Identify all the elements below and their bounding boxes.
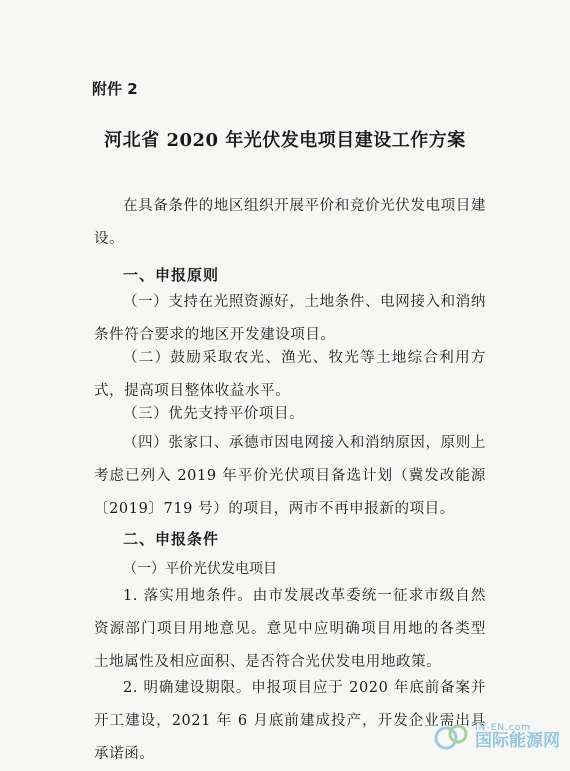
watermark bbox=[433, 722, 560, 752]
subsection-heading-parity: （一）平价光伏发电项目 bbox=[123, 561, 277, 577]
section-heading-conditions: 二、申报条件 bbox=[123, 530, 220, 548]
principle-item-1: （一）支持在光照资源好，土地条件、电网接入和消纳条件符合要求的地区开发建设项目。 bbox=[94, 294, 486, 343]
attachment-label: 附件 2 bbox=[92, 80, 138, 98]
principle-item-4: （四）张家口、承德市因电网接入和消纳原因，原则上考虑已列入 2019 年平价光伏项目备选计划（冀发改能源〔2019〕719 号）的项目，两市不再申报新的项目。 bbox=[94, 435, 486, 517]
watermark-en: IN-EN.com bbox=[475, 723, 532, 733]
condition-item-1: 1. 落实用地条件。由市发展改革委统一征求市级自然资源部门项目用地意见。意见中应明确项目用地的各类型土地属性及相应面积、是否符合光伏发电用地政策。 bbox=[94, 588, 486, 670]
document-title: 河北省 2020 年光伏发电项目建设工作方案 bbox=[104, 130, 466, 151]
condition-item-2: 2. 明确建设期限。申报项目应于 2020 年底前备案并开工建设，2021 年 6 月底前建成投产，开发企业需出具承诺函。 bbox=[94, 680, 486, 762]
in-en-logo-icon bbox=[433, 722, 471, 752]
watermark-cn: 国际能源网 bbox=[475, 731, 560, 751]
intro-paragraph: 在具备条件的地区组织开展平价和竞价光伏发电项目建设。 bbox=[94, 198, 486, 247]
principle-item-2: （二）鼓励采取农光、渔光、牧光等土地综合利用方式，提高项目整体收益水平。 bbox=[94, 350, 486, 399]
principle-item-3: （三）优先支持平价项目。 bbox=[123, 406, 305, 422]
section-heading-principles: 一、申报原则 bbox=[123, 266, 220, 284]
